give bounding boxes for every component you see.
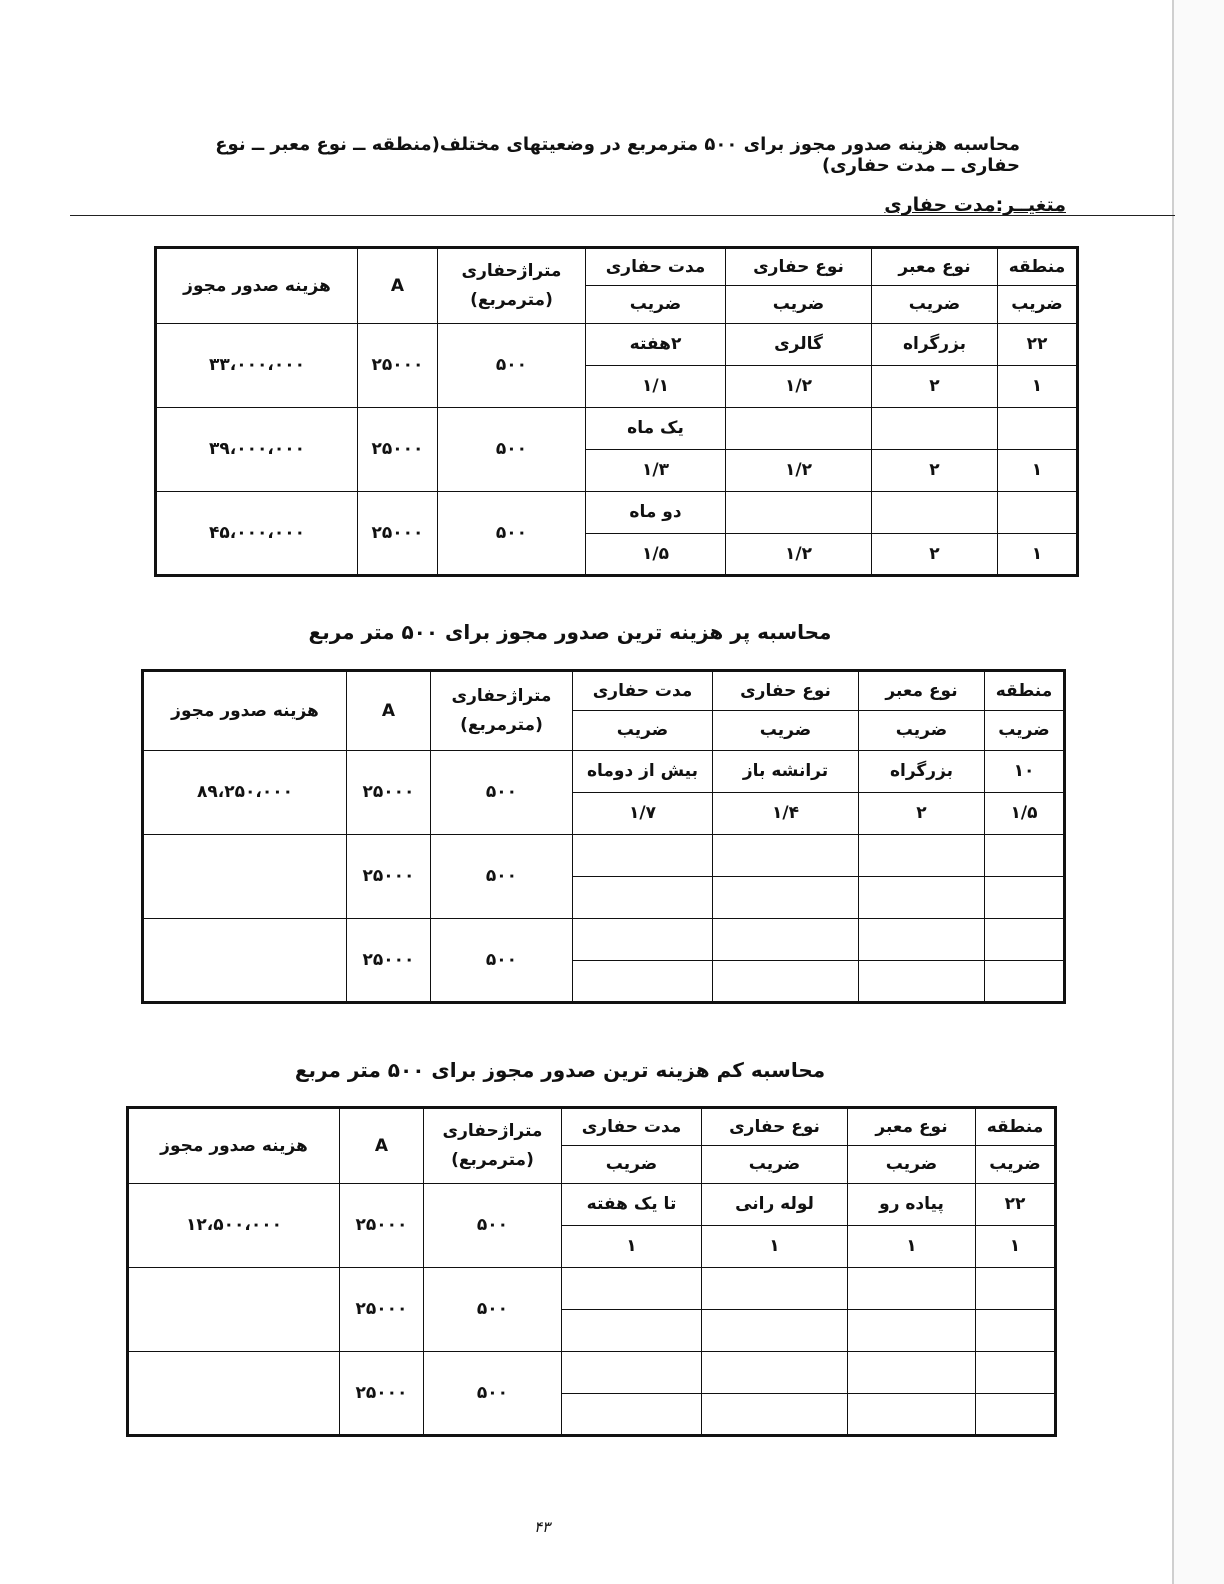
passage-cell: بزرگراه xyxy=(859,751,985,793)
header-area-label: متراژحفاری xyxy=(461,261,562,282)
area-cell: ۵۰۰ xyxy=(438,492,586,576)
header-passage-type: نوع معبر xyxy=(872,248,998,286)
duration-cell: تا یک هفته xyxy=(562,1184,702,1226)
dig-coef-cell: ۱/۲ xyxy=(726,450,872,492)
divider xyxy=(70,215,1175,216)
region-cell xyxy=(998,492,1078,534)
header-cost: هزینه صدور مجوز xyxy=(128,1108,340,1184)
passage-cell: پیاده رو xyxy=(848,1184,976,1226)
a-cell: ۲۵۰۰۰ xyxy=(340,1184,424,1268)
dig-type-cell xyxy=(713,919,859,961)
a-cell: ۲۵۰۰۰ xyxy=(358,324,438,408)
region-coef-cell xyxy=(976,1394,1056,1436)
area-cell: ۵۰۰ xyxy=(431,835,573,919)
area-cell: ۵۰۰ xyxy=(424,1352,562,1436)
dig-type-cell xyxy=(702,1352,848,1394)
duration-coef-cell xyxy=(573,961,713,1003)
header-coef: ضریب xyxy=(872,286,998,324)
region-coef-cell xyxy=(976,1310,1056,1352)
duration-coef-cell xyxy=(562,1394,702,1436)
header-area-label: متراژحفاری xyxy=(442,1121,543,1142)
header-region: منطقه xyxy=(976,1108,1056,1146)
table-most-expensive xyxy=(141,669,1066,1004)
region-cell xyxy=(985,835,1065,877)
header-area xyxy=(431,671,573,751)
duration-coef-cell: ۱/۷ xyxy=(573,793,713,835)
duration-coef-cell xyxy=(562,1310,702,1352)
header-coef: ضریب xyxy=(985,711,1065,751)
dig-coef-cell: ۱/۲ xyxy=(726,366,872,408)
region-cell: ۱۰ xyxy=(985,751,1065,793)
cost-cell xyxy=(128,1268,340,1352)
region-cell xyxy=(976,1352,1056,1394)
region-coef-cell xyxy=(985,961,1065,1003)
a-cell: ۲۵۰۰۰ xyxy=(347,919,431,1003)
header-a: A xyxy=(358,248,438,324)
region-cell xyxy=(976,1268,1056,1310)
a-cell: ۲۵۰۰۰ xyxy=(340,1352,424,1436)
header-dig-type: نوع حفاری xyxy=(713,671,859,711)
duration-cell: بیش از دوماه xyxy=(573,751,713,793)
header-area-label: متراژحفاری xyxy=(451,686,552,707)
scan-page-edge xyxy=(1172,0,1224,1584)
area-cell: ۵۰۰ xyxy=(431,919,573,1003)
passage-cell xyxy=(872,408,998,450)
dig-type-cell xyxy=(726,492,872,534)
region-coef-cell: ۱/۵ xyxy=(985,793,1065,835)
duration-coef-cell: ۱/۳ xyxy=(586,450,726,492)
dig-type-cell: لوله رانی xyxy=(702,1184,848,1226)
page-number: ۴۳ xyxy=(534,1518,551,1536)
header-coef: ضریب xyxy=(586,286,726,324)
cost-cell: ۴۵،۰۰۰،۰۰۰ xyxy=(156,492,358,576)
passage-coef-cell: ۲ xyxy=(872,450,998,492)
a-cell: ۲۵۰۰۰ xyxy=(358,492,438,576)
dig-type-cell: گالری xyxy=(726,324,872,366)
a-cell: ۲۵۰۰۰ xyxy=(340,1268,424,1352)
area-cell: ۵۰۰ xyxy=(431,751,573,835)
a-cell: ۲۵۰۰۰ xyxy=(347,835,431,919)
header-coef: ضریب xyxy=(976,1146,1056,1184)
dig-type-cell: ترانشه باز xyxy=(713,751,859,793)
header-coef: ضریب xyxy=(562,1146,702,1184)
region-coef-cell: ۱ xyxy=(998,534,1078,576)
area-cell: ۵۰۰ xyxy=(438,408,586,492)
duration-cell: دو ماه xyxy=(586,492,726,534)
header-coef: ضریب xyxy=(726,286,872,324)
cost-cell: ۳۳،۰۰۰،۰۰۰ xyxy=(156,324,358,408)
duration-coef-cell: ۱/۵ xyxy=(586,534,726,576)
a-cell: ۲۵۰۰۰ xyxy=(347,751,431,835)
passage-cell: بزرگراه xyxy=(872,324,998,366)
header-dig-duration: مدت حفاری xyxy=(562,1108,702,1146)
header-region: منطقه xyxy=(998,248,1078,286)
header-coef: ضریب xyxy=(573,711,713,751)
duration-cell xyxy=(562,1268,702,1310)
duration-cell xyxy=(573,919,713,961)
duration-coef-cell xyxy=(573,877,713,919)
table-duration-variation xyxy=(154,246,1079,577)
header-dig-type: نوع حفاری xyxy=(726,248,872,286)
header-coef: ضریب xyxy=(702,1146,848,1184)
area-cell: ۵۰۰ xyxy=(438,324,586,408)
passage-coef-cell xyxy=(859,961,985,1003)
cost-cell xyxy=(128,1352,340,1436)
header-area xyxy=(424,1108,562,1184)
header-coef: ضریب xyxy=(848,1146,976,1184)
header-coef: ضریب xyxy=(859,711,985,751)
duration-cell: ۲هفته xyxy=(586,324,726,366)
region-cell xyxy=(985,919,1065,961)
dig-coef-cell xyxy=(713,877,859,919)
section-title-least-expensive: محاسبه کم هزینه ترین صدور مجوز برای ۵۰۰ متر مربع xyxy=(294,1058,826,1082)
passage-coef-cell xyxy=(859,877,985,919)
dig-coef-cell xyxy=(702,1310,848,1352)
dig-type-cell xyxy=(702,1268,848,1310)
header-dig-type: نوع حفاری xyxy=(702,1108,848,1146)
dig-coef-cell: ۱/۴ xyxy=(713,793,859,835)
region-coef-cell: ۱ xyxy=(998,366,1078,408)
header-area-unit: (مترمربع) xyxy=(470,290,553,310)
header-coef: ضریب xyxy=(713,711,859,751)
passage-coef-cell: ۲ xyxy=(872,366,998,408)
passage-cell xyxy=(859,919,985,961)
cost-cell: ۸۹،۲۵۰،۰۰۰ xyxy=(143,751,347,835)
dig-coef-cell: ۱ xyxy=(702,1226,848,1268)
cost-cell xyxy=(143,919,347,1003)
dig-coef-cell: ۱/۲ xyxy=(726,534,872,576)
cost-cell xyxy=(143,835,347,919)
region-coef-cell: ۱ xyxy=(998,450,1078,492)
dig-coef-cell xyxy=(713,961,859,1003)
header-cost: هزینه صدور مجوز xyxy=(156,248,358,324)
header-cost: هزینه صدور مجوز xyxy=(143,671,347,751)
region-cell: ۲۲ xyxy=(976,1184,1056,1226)
header-coef: ضریب xyxy=(998,286,1078,324)
dig-type-cell xyxy=(726,408,872,450)
header-passage-type: نوع معبر xyxy=(859,671,985,711)
a-cell: ۲۵۰۰۰ xyxy=(358,408,438,492)
passage-coef-cell xyxy=(848,1310,976,1352)
header-passage-type: نوع معبر xyxy=(848,1108,976,1146)
cost-cell: ۱۲،۵۰۰،۰۰۰ xyxy=(128,1184,340,1268)
dig-coef-cell xyxy=(702,1394,848,1436)
header-dig-duration: مدت حفاری xyxy=(573,671,713,711)
area-cell: ۵۰۰ xyxy=(424,1268,562,1352)
header-a: A xyxy=(340,1108,424,1184)
duration-cell xyxy=(573,835,713,877)
duration-coef-cell: ۱/۱ xyxy=(586,366,726,408)
passage-coef-cell: ۱ xyxy=(848,1226,976,1268)
variable-label: متغیــر:مدت حفاری xyxy=(884,194,1066,216)
region-coef-cell xyxy=(985,877,1065,919)
passage-coef-cell xyxy=(848,1394,976,1436)
passage-cell xyxy=(859,835,985,877)
region-coef-cell: ۱ xyxy=(976,1226,1056,1268)
header-a: A xyxy=(347,671,431,751)
area-cell: ۵۰۰ xyxy=(424,1184,562,1268)
header-area xyxy=(438,248,586,324)
duration-coef-cell: ۱ xyxy=(562,1226,702,1268)
table-least-expensive xyxy=(126,1106,1057,1437)
region-cell: ۲۲ xyxy=(998,324,1078,366)
header-dig-duration: مدت حفاری xyxy=(586,248,726,286)
passage-coef-cell: ۲ xyxy=(872,534,998,576)
header-area-unit: (مترمربع) xyxy=(460,715,543,735)
cost-cell: ۳۹،۰۰۰،۰۰۰ xyxy=(156,408,358,492)
passage-cell xyxy=(848,1352,976,1394)
header-region: منطقه xyxy=(985,671,1065,711)
duration-cell xyxy=(562,1352,702,1394)
region-cell xyxy=(998,408,1078,450)
header-area-unit: (مترمربع) xyxy=(451,1150,534,1170)
passage-cell xyxy=(848,1268,976,1310)
duration-cell: یک ماه xyxy=(586,408,726,450)
passage-cell xyxy=(872,492,998,534)
passage-coef-cell: ۲ xyxy=(859,793,985,835)
page-title: محاسبه هزینه صدور مجوز برای ۵۰۰ مترمربع در وضعیتهای مختلف(منطقه ــ نوع معبر ــ نوع حفاری ــ مدت حفاری) xyxy=(215,134,1020,176)
section-title-most-expensive: محاسبه پر هزینه ترین صدور مجوز برای ۵۰۰ متر مربع xyxy=(308,620,832,644)
dig-type-cell xyxy=(713,835,859,877)
